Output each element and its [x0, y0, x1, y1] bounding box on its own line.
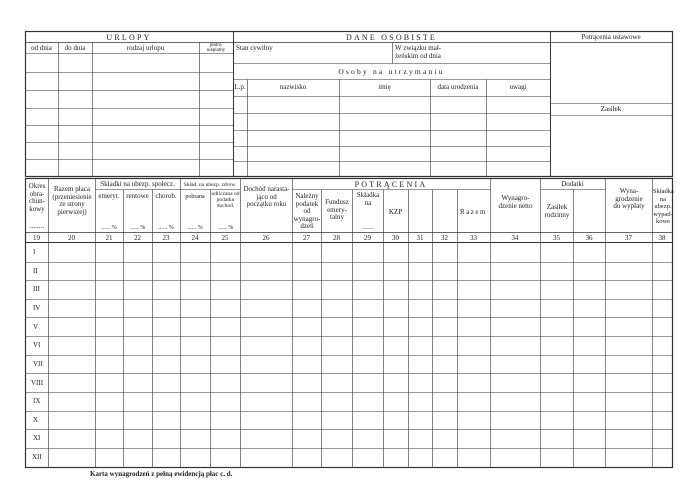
month-label: VI [33, 341, 41, 349]
odliczana-pct: ...... % [217, 225, 234, 231]
w-zwiazku-label: W związku mał-żeńskim od dnia [395, 44, 442, 60]
osoby-imie: imię [378, 83, 391, 91]
skladka-wypadkowe-header: Składka na ubezp. wypad-kowe [653, 188, 674, 225]
col-number: 21 [105, 234, 113, 242]
col-number: 27 [303, 234, 310, 242]
rentowe-pct: ...... % [129, 225, 146, 231]
okres-header: Okres obra-chun-kowy [28, 182, 46, 213]
col-number: 30 [392, 234, 399, 242]
col-number: 34 [511, 234, 519, 242]
osoby-title: Osoby na utrzymaniu [338, 67, 445, 76]
nalezny-podatek-header: Należny podatek od wynagro-dzeń [293, 192, 321, 230]
month-label: X [33, 416, 39, 424]
potracenia-ustawowe-title: Potrącenia ustawowe [581, 33, 641, 41]
pobrana-header: pobrana [185, 194, 205, 200]
month-label: I [33, 248, 36, 256]
okres-dots: ........ [30, 222, 44, 230]
wynagrodzenie-netto-header: Wynagro-dzenie netto [498, 194, 533, 210]
odliczana-header: odliczana od podatku dochod. [211, 191, 240, 209]
urlopy-title: URLOPY [106, 33, 152, 42]
chorob-pct: ...... % [158, 225, 174, 231]
rentowe-header: rentowe [126, 192, 149, 200]
skladka-na-header: Składka na [356, 191, 380, 207]
month-label: XI [33, 434, 41, 442]
urlopy-platny: płatny nieplatny [206, 43, 226, 53]
col-number: 38 [658, 234, 666, 242]
col-number: 35 [553, 234, 560, 242]
footer-title: Karta wynagrodzeń z pełną ewidencją płac c. d. [90, 470, 233, 478]
col-number: 25 [221, 234, 229, 242]
urlopy-do-dnia: do dnia [64, 44, 86, 52]
col-number: 31 [416, 234, 424, 242]
col-number: 23 [162, 234, 170, 242]
col-number: 19 [33, 234, 40, 242]
skladka-na-dots: ........ [362, 225, 374, 231]
col-number: 29 [364, 234, 371, 242]
col-number: 26 [262, 234, 270, 242]
stan-cywilny-label: Stan cywilny [236, 44, 273, 52]
col-number: 24 [191, 234, 199, 242]
dane-osobiste-title: DANE OSOBISTE [345, 33, 438, 42]
col-number: 33 [470, 234, 477, 242]
kzp-header: KZP [388, 208, 403, 216]
col-number: 36 [585, 234, 593, 242]
wynagrodzenie-do-wyplaty-header: Wyna-grodzenie do wypłaty [613, 187, 645, 210]
col-number: 37 [625, 234, 632, 242]
month-label: XII [32, 453, 42, 461]
month-label: III [33, 285, 40, 293]
month-label: IX [33, 397, 41, 405]
month-label: V [33, 323, 39, 331]
emeryt-pct: ...... % [101, 225, 117, 231]
razem-header: Razem [460, 208, 487, 216]
osoby-uwagi: uwagi [509, 83, 527, 91]
month-label: II [33, 267, 38, 275]
month-label: IV [33, 304, 41, 312]
pobrana-pct: ...... % [187, 225, 203, 231]
chorob-header: chorob. [155, 192, 177, 200]
col-number: 32 [441, 234, 448, 242]
zasilek-title: Zasiłek [600, 105, 622, 113]
osoby-data-urodzenia: data urodzenia [437, 83, 479, 91]
fundusz-header: Fundusz emery-talny [325, 198, 349, 221]
dodatki-header: Dodatki [561, 180, 584, 188]
month-label: VIII [31, 379, 44, 387]
col-number: 20 [68, 234, 75, 242]
skladka-zdrow-header: Skład. na ubezp. zdrow. [183, 182, 237, 188]
zasilek-rodzinny-header: Zasiłek rodzinny [544, 203, 570, 219]
col-number: 28 [333, 234, 340, 242]
razem-placa-header: Razem płaca (przeniesienie ze strony pierwszej) [52, 185, 92, 216]
potracenia-header: POTRĄCENIA [354, 180, 428, 189]
urlopy-od-dnia: od dnia [31, 44, 52, 52]
urlopy-rodzaj: rodzaj urlopu [126, 44, 165, 52]
col-number: 22 [134, 234, 141, 242]
osoby-lp: L.p. [234, 83, 246, 91]
month-label: VII [33, 360, 43, 368]
osoby-nazwisko: nazwisko [279, 83, 307, 91]
emeryt-header: emeryt. [98, 192, 120, 200]
skladki-spoleczne-header: Składki na ubezp. społecz. [100, 180, 175, 188]
dochod-header: Dochód narasta-jąco od początku roku [243, 185, 290, 208]
